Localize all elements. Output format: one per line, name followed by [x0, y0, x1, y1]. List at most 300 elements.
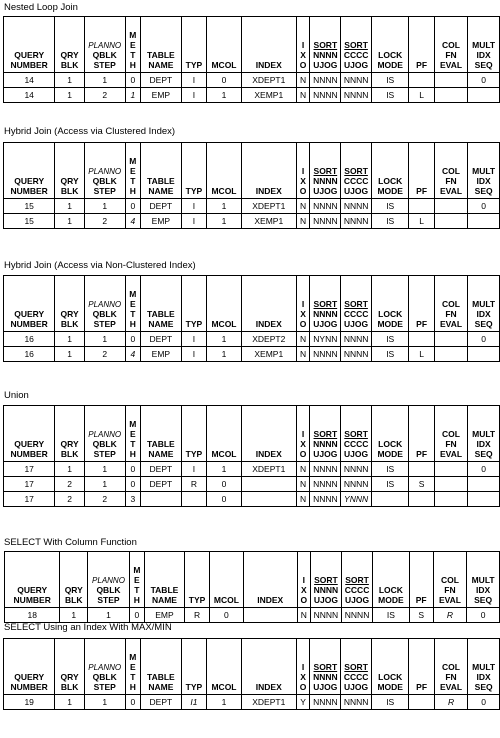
- header-sortn-line: UJOG: [313, 186, 338, 196]
- header-qblk-step-line: STEP: [97, 595, 120, 605]
- cell-col-fn-eval: [434, 199, 467, 214]
- header-sortn-line: SORT: [313, 299, 338, 309]
- cell-typ: R: [185, 608, 210, 623]
- table-row: [4, 462, 500, 477]
- cell-mult-idx-seq: 0: [468, 73, 500, 88]
- cell-qry-blk: 2: [55, 477, 85, 492]
- header-ixo-line: I: [302, 575, 305, 585]
- cell-pf: [409, 462, 434, 477]
- header-mcol: MCOL: [207, 17, 242, 73]
- cell-col-fn-eval: [434, 477, 467, 492]
- header-sortn-line: SORT: [314, 575, 338, 585]
- cell-sortn: NNNN: [310, 695, 341, 710]
- header-typ: TYP: [181, 406, 207, 462]
- header-meth-line: M: [129, 419, 137, 429]
- header-meth: [129, 552, 144, 608]
- header-qblk-step: [84, 143, 125, 199]
- header-table-name: [141, 17, 181, 73]
- cell-query-number: 16: [4, 332, 55, 347]
- header-qblk-step-line: PLANNO: [88, 41, 122, 50]
- cell-sortc: YNNN: [341, 492, 372, 507]
- cell-qry-blk: 1: [55, 73, 85, 88]
- header-meth-line: T: [130, 309, 136, 319]
- header-mult-idx-seq-line: IDX: [476, 176, 491, 186]
- header-meth-line: M: [129, 30, 137, 40]
- plan-table: [3, 638, 500, 710]
- header-col-fn-eval-line: COL: [442, 299, 460, 309]
- header-mult-idx-seq-line: SEQ: [474, 449, 493, 459]
- header-table-name-line: NAME: [148, 449, 174, 459]
- header-table-name-line: NAME: [148, 186, 174, 196]
- header-sortn-line: SORT: [313, 662, 338, 672]
- header-sortc-line: CCCC: [343, 50, 369, 60]
- header-sortc: [341, 406, 372, 462]
- header-sortc-line: SORT: [344, 166, 368, 176]
- header-meth: [125, 639, 141, 695]
- cell-mcol: 1: [207, 88, 242, 103]
- header-qry-blk-line: QRY: [60, 176, 79, 186]
- header-col-fn-eval-line: FN: [445, 672, 457, 682]
- header-meth-line: E: [130, 662, 136, 672]
- header-col-fn-eval: [433, 552, 466, 608]
- header-sortn-line: NNNN: [313, 585, 339, 595]
- header-qblk-step-line: STEP: [93, 449, 116, 459]
- header-mult-idx-seq: [468, 17, 500, 73]
- header-sortn: [310, 143, 341, 199]
- header-pf: PF: [409, 276, 434, 332]
- table-row: [4, 214, 500, 229]
- cell-typ: [181, 492, 207, 507]
- header-sortn-line: NNNN: [313, 176, 338, 186]
- header-index: INDEX: [241, 406, 296, 462]
- cell-mcol: 0: [209, 608, 243, 623]
- cell-index: [241, 477, 296, 492]
- cell-meth: 0: [125, 73, 141, 88]
- section-title: Hybrid Join (Access via Clustered Index): [4, 126, 176, 137]
- header-qry-blk-line: QRY: [60, 672, 79, 682]
- cell-ixo: Y: [296, 695, 310, 710]
- header-table-name-line: TABLE: [147, 176, 175, 186]
- header-index: INDEX: [241, 143, 296, 199]
- header-lock-mode: [371, 406, 408, 462]
- header-sortc-line: CCCC: [344, 585, 370, 595]
- cell-mult-idx-seq: 0: [468, 462, 500, 477]
- header-index: INDEX: [241, 17, 296, 73]
- header-query-number-line: QUERY: [14, 176, 45, 186]
- header-mult-idx-seq-line: MULT: [472, 429, 496, 439]
- cell-meth: 3: [125, 492, 141, 507]
- section-title: Nested Loop Join: [4, 2, 78, 13]
- header-qblk-step-line: STEP: [93, 319, 116, 329]
- header-meth-line: E: [134, 575, 140, 585]
- header-col-fn-eval-line: COL: [442, 429, 460, 439]
- header-sortn: [310, 639, 341, 695]
- cell-table-name: DEPT: [141, 332, 181, 347]
- header-ixo-line: X: [300, 309, 306, 319]
- header-mult-idx-seq-line: MULT: [471, 575, 495, 585]
- header-qblk-step: [84, 17, 125, 73]
- header-table-name-line: TABLE: [147, 50, 175, 60]
- section-title: Hybrid Join (Access via Non-Clustered Index): [4, 260, 196, 271]
- header-meth-line: M: [129, 156, 137, 166]
- cell-table-name: DEPT: [141, 73, 181, 88]
- header-ixo-line: O: [299, 682, 307, 692]
- cell-table-name: EMP: [141, 347, 181, 362]
- header-sortn-line: NNNN: [313, 439, 338, 449]
- cell-ixo: N: [296, 214, 310, 229]
- header-query-number-line: NUMBER: [10, 449, 48, 459]
- header-pf: PF: [409, 17, 434, 73]
- header-query-number-line: NUMBER: [10, 319, 48, 329]
- cell-ixo: N: [296, 332, 310, 347]
- header-ixo-line: I: [301, 299, 305, 309]
- cell-table-name: DEPT: [141, 477, 181, 492]
- header-query-number: [4, 17, 55, 73]
- cell-mcol: 1: [207, 332, 242, 347]
- section-title: Union: [4, 390, 29, 401]
- header-col-fn-eval-line: FN: [445, 50, 457, 60]
- header-meth: [125, 143, 141, 199]
- cell-query-number: 19: [4, 695, 55, 710]
- header-sortc: [341, 639, 372, 695]
- cell-qry-blk: 1: [55, 462, 85, 477]
- cell-meth: 0: [125, 332, 141, 347]
- header-meth-line: E: [130, 40, 136, 50]
- cell-col-fn-eval: R: [434, 695, 467, 710]
- cell-sortn: NYNN: [310, 332, 341, 347]
- cell-ixo: N: [296, 347, 310, 362]
- header-meth-line: T: [130, 50, 136, 60]
- header-mult-idx-seq-line: MULT: [472, 299, 496, 309]
- header-pf: PF: [409, 406, 434, 462]
- cell-col-fn-eval: [434, 214, 467, 229]
- header-sortn-line: UJOG: [313, 449, 338, 459]
- plan-table: [4, 551, 500, 623]
- header-qblk-step-line: QBLK: [92, 672, 117, 682]
- header-qry-blk-line: BLK: [60, 60, 79, 70]
- cell-qblk-step: 1: [84, 199, 125, 214]
- header-lock-mode-line: MODE: [377, 319, 403, 329]
- header-ixo-line: X: [300, 176, 306, 186]
- cell-sortn: NNNN: [310, 88, 341, 103]
- cell-lock-mode: IS: [371, 477, 408, 492]
- header-qblk-step-line: PLANNO: [92, 576, 125, 585]
- cell-meth: 0: [125, 695, 141, 710]
- cell-qblk-step: 1: [84, 695, 125, 710]
- header-sortn-line: NNNN: [313, 672, 338, 682]
- header-ixo-line: I: [301, 429, 305, 439]
- header-ixo: [297, 552, 310, 608]
- cell-pf: [409, 332, 434, 347]
- cell-table-name: EMP: [141, 214, 181, 229]
- header-ixo-line: I: [301, 40, 305, 50]
- header-meth: [125, 276, 141, 332]
- header-lock-mode-line: LOCK: [378, 439, 403, 449]
- cell-index: XEMP1: [241, 88, 296, 103]
- header-meth-line: M: [129, 652, 137, 662]
- header-mult-idx-seq-line: IDX: [476, 50, 491, 60]
- header-mcol: MCOL: [207, 406, 242, 462]
- header-index: INDEX: [241, 639, 296, 695]
- cell-index: [241, 492, 296, 507]
- cell-lock-mode: IS: [373, 608, 409, 623]
- header-meth-line: E: [130, 299, 136, 309]
- cell-meth: 0: [125, 477, 141, 492]
- cell-lock-mode: IS: [371, 347, 408, 362]
- header-meth: [125, 406, 141, 462]
- header-ixo-line: O: [299, 319, 307, 329]
- table-row: [5, 608, 500, 623]
- cell-qblk-step: 2: [84, 88, 125, 103]
- cell-meth: 1: [125, 88, 141, 103]
- cell-qblk-step: 2: [84, 347, 125, 362]
- cell-ixo: N: [297, 608, 310, 623]
- header-typ: TYP: [181, 639, 207, 695]
- cell-qblk-step: 1: [84, 73, 125, 88]
- cell-qry-blk: 1: [55, 695, 85, 710]
- header-lock-mode-line: LOCK: [378, 50, 403, 60]
- cell-qblk-step: 2: [84, 492, 125, 507]
- cell-sortn: NNNN: [310, 347, 341, 362]
- cell-index: [243, 608, 297, 623]
- cell-typ: I: [181, 214, 207, 229]
- cell-query-number: 17: [4, 477, 55, 492]
- header-table-name-line: NAME: [151, 595, 177, 605]
- header-ixo-line: X: [300, 439, 306, 449]
- header-col-fn-eval: [434, 639, 467, 695]
- cell-sortc: NNNN: [341, 73, 372, 88]
- header-sortc-line: UJOG: [344, 449, 369, 459]
- header-col-fn-eval-line: COL: [442, 40, 460, 50]
- cell-col-fn-eval: [434, 88, 467, 103]
- header-qblk-step-line: QBLK: [92, 176, 117, 186]
- cell-col-fn-eval: [434, 73, 467, 88]
- cell-pf: [409, 199, 434, 214]
- header-meth-line: H: [129, 186, 136, 196]
- cell-meth: 0: [125, 199, 141, 214]
- header-lock-mode-line: LOCK: [378, 672, 403, 682]
- header-qblk-step-line: STEP: [93, 60, 116, 70]
- header-table-name: [141, 406, 181, 462]
- plan-table: [3, 142, 500, 229]
- header-qblk-step: [88, 552, 130, 608]
- header-table-name-line: NAME: [148, 319, 174, 329]
- header-query-number-line: NUMBER: [10, 682, 48, 692]
- header-lock-mode-line: MODE: [377, 449, 403, 459]
- header-ixo-line: X: [300, 50, 306, 60]
- cell-sortn: NNNN: [310, 477, 341, 492]
- header-ixo-line: X: [300, 672, 306, 682]
- header-mult-idx-seq-line: IDX: [476, 585, 491, 595]
- header-meth-line: M: [133, 565, 141, 575]
- header-col-fn-eval-line: EVAL: [438, 595, 461, 605]
- cell-pf: [409, 695, 434, 710]
- header-query-number-line: NUMBER: [10, 186, 48, 196]
- header-meth-line: M: [129, 289, 137, 299]
- header-qry-blk-line: QRY: [60, 439, 79, 449]
- cell-qry-blk: 1: [55, 214, 85, 229]
- cell-col-fn-eval: [434, 462, 467, 477]
- cell-index: XDEPT1: [241, 73, 296, 88]
- header-sortn-line: NNNN: [313, 309, 338, 319]
- header-mult-idx-seq-line: SEQ: [474, 595, 493, 605]
- cell-ixo: N: [296, 88, 310, 103]
- header-meth-line: T: [130, 672, 136, 682]
- header-mult-idx-seq: [468, 143, 500, 199]
- header-row: [4, 639, 500, 695]
- cell-qry-blk: 2: [55, 492, 85, 507]
- cell-table-name: DEPT: [141, 695, 181, 710]
- header-sortc-line: UJOG: [344, 682, 369, 692]
- header-table-name-line: NAME: [148, 60, 174, 70]
- header-sortc: [341, 143, 372, 199]
- header-lock-mode-line: LOCK: [378, 176, 403, 186]
- header-col-fn-eval-line: EVAL: [440, 186, 463, 196]
- header-qblk-step-line: PLANNO: [88, 167, 122, 176]
- cell-lock-mode: IS: [371, 332, 408, 347]
- section-title: SELECT Using an Index With MAX/MIN: [4, 622, 172, 633]
- cell-ixo: N: [296, 462, 310, 477]
- header-qblk-step-line: QBLK: [92, 309, 117, 319]
- header-sortn: [310, 406, 341, 462]
- header-ixo-line: X: [300, 585, 307, 595]
- header-meth-line: T: [130, 176, 136, 186]
- cell-pf: S: [409, 608, 433, 623]
- cell-sortc: NNNN: [341, 332, 372, 347]
- cell-query-number: 17: [4, 462, 55, 477]
- header-row: [4, 276, 500, 332]
- header-mult-idx-seq-line: MULT: [472, 662, 496, 672]
- cell-sortc: NNNN: [341, 199, 372, 214]
- header-sortc-line: UJOG: [344, 186, 369, 196]
- table-row: [4, 695, 500, 710]
- cell-table-name: EMP: [141, 88, 181, 103]
- cell-lock-mode: IS: [371, 462, 408, 477]
- cell-typ: I: [181, 73, 207, 88]
- header-ixo: [296, 17, 310, 73]
- header-col-fn-eval-line: FN: [445, 309, 457, 319]
- cell-mcol: 1: [207, 199, 242, 214]
- cell-qry-blk: 1: [55, 199, 85, 214]
- header-sortn: [310, 552, 341, 608]
- header-table-name-line: TABLE: [147, 309, 175, 319]
- header-col-fn-eval-line: COL: [442, 166, 460, 176]
- header-ixo-line: O: [299, 449, 307, 459]
- cell-pf: L: [409, 347, 434, 362]
- cell-index: XDEPT1: [241, 199, 296, 214]
- cell-query-number: 16: [4, 347, 55, 362]
- header-sortc-line: UJOG: [344, 319, 369, 329]
- header-index: INDEX: [243, 552, 297, 608]
- cell-mcol: 1: [207, 695, 242, 710]
- header-qry-blk: [55, 143, 85, 199]
- plan-table: [3, 275, 500, 362]
- cell-mult-idx-seq: 0: [467, 608, 500, 623]
- header-mult-idx-seq-line: IDX: [476, 439, 491, 449]
- header-ixo-line: I: [301, 166, 305, 176]
- header-sortc-line: UJOG: [344, 60, 369, 70]
- header-table-name-line: TABLE: [147, 439, 175, 449]
- header-col-fn-eval-line: COL: [441, 575, 459, 585]
- header-query-number-line: QUERY: [17, 585, 48, 595]
- header-query-number: [4, 143, 55, 199]
- cell-qry-blk: 1: [55, 88, 85, 103]
- cell-col-fn-eval: R: [433, 608, 466, 623]
- cell-typ: I: [181, 462, 207, 477]
- header-query-number: [4, 406, 55, 462]
- header-col-fn-eval-line: FN: [445, 176, 457, 186]
- header-pf: PF: [409, 143, 434, 199]
- header-sortc-line: CCCC: [343, 176, 369, 186]
- header-meth-line: E: [130, 166, 136, 176]
- cell-sortc: NNNN: [341, 462, 372, 477]
- header-mcol: MCOL: [207, 639, 242, 695]
- header-ixo: [296, 639, 310, 695]
- header-table-name-line: NAME: [148, 682, 174, 692]
- cell-sortc: NNNN: [341, 347, 372, 362]
- header-sortn-line: UJOG: [313, 60, 338, 70]
- header-sortc-line: SORT: [344, 429, 368, 439]
- header-query-number-line: QUERY: [14, 439, 45, 449]
- header-qblk-step-line: PLANNO: [88, 663, 122, 672]
- header-meth-line: H: [129, 319, 136, 329]
- cell-qry-blk: 1: [55, 332, 85, 347]
- header-typ: TYP: [181, 17, 207, 73]
- header-query-number: [4, 639, 55, 695]
- header-ixo: [296, 406, 310, 462]
- cell-typ: I: [181, 332, 207, 347]
- header-qblk-step-line: STEP: [93, 186, 116, 196]
- header-table-name-line: TABLE: [150, 585, 179, 595]
- header-row: [5, 552, 500, 608]
- header-col-fn-eval-line: FN: [444, 585, 456, 595]
- header-query-number: [5, 552, 60, 608]
- header-qry-blk-line: QRY: [60, 50, 79, 60]
- header-index: INDEX: [241, 276, 296, 332]
- header-sortc-line: SORT: [344, 662, 368, 672]
- header-qry-blk: [55, 17, 85, 73]
- header-qblk-step: [84, 276, 125, 332]
- header-qry-blk-line: BLK: [60, 449, 79, 459]
- header-mult-idx-seq-line: MULT: [472, 40, 496, 50]
- cell-mult-idx-seq: 0: [468, 695, 500, 710]
- header-lock-mode: [371, 143, 408, 199]
- cell-col-fn-eval: [434, 332, 467, 347]
- header-meth-line: H: [133, 595, 140, 605]
- header-query-number-line: NUMBER: [13, 595, 51, 605]
- header-ixo-line: I: [301, 662, 305, 672]
- cell-meth: 0: [129, 608, 144, 623]
- header-query-number-line: QUERY: [14, 309, 45, 319]
- header-lock-mode-line: MODE: [377, 682, 403, 692]
- cell-col-fn-eval: [434, 347, 467, 362]
- header-lock-mode-line: MODE: [378, 595, 404, 605]
- header-ixo: [296, 143, 310, 199]
- header-sortn-line: NNNN: [313, 50, 338, 60]
- header-lock-mode: [371, 17, 408, 73]
- cell-qblk-step: 1: [88, 608, 130, 623]
- header-meth-line: T: [130, 439, 136, 449]
- cell-ixo: N: [296, 73, 310, 88]
- cell-mult-idx-seq: [468, 492, 500, 507]
- header-lock-mode: [373, 552, 409, 608]
- header-pf: PF: [409, 639, 434, 695]
- header-qry-blk: [55, 639, 85, 695]
- header-col-fn-eval-line: COL: [442, 662, 460, 672]
- header-ixo-line: O: [299, 186, 307, 196]
- cell-sortc: NNNN: [341, 88, 372, 103]
- cell-qblk-step: 1: [84, 332, 125, 347]
